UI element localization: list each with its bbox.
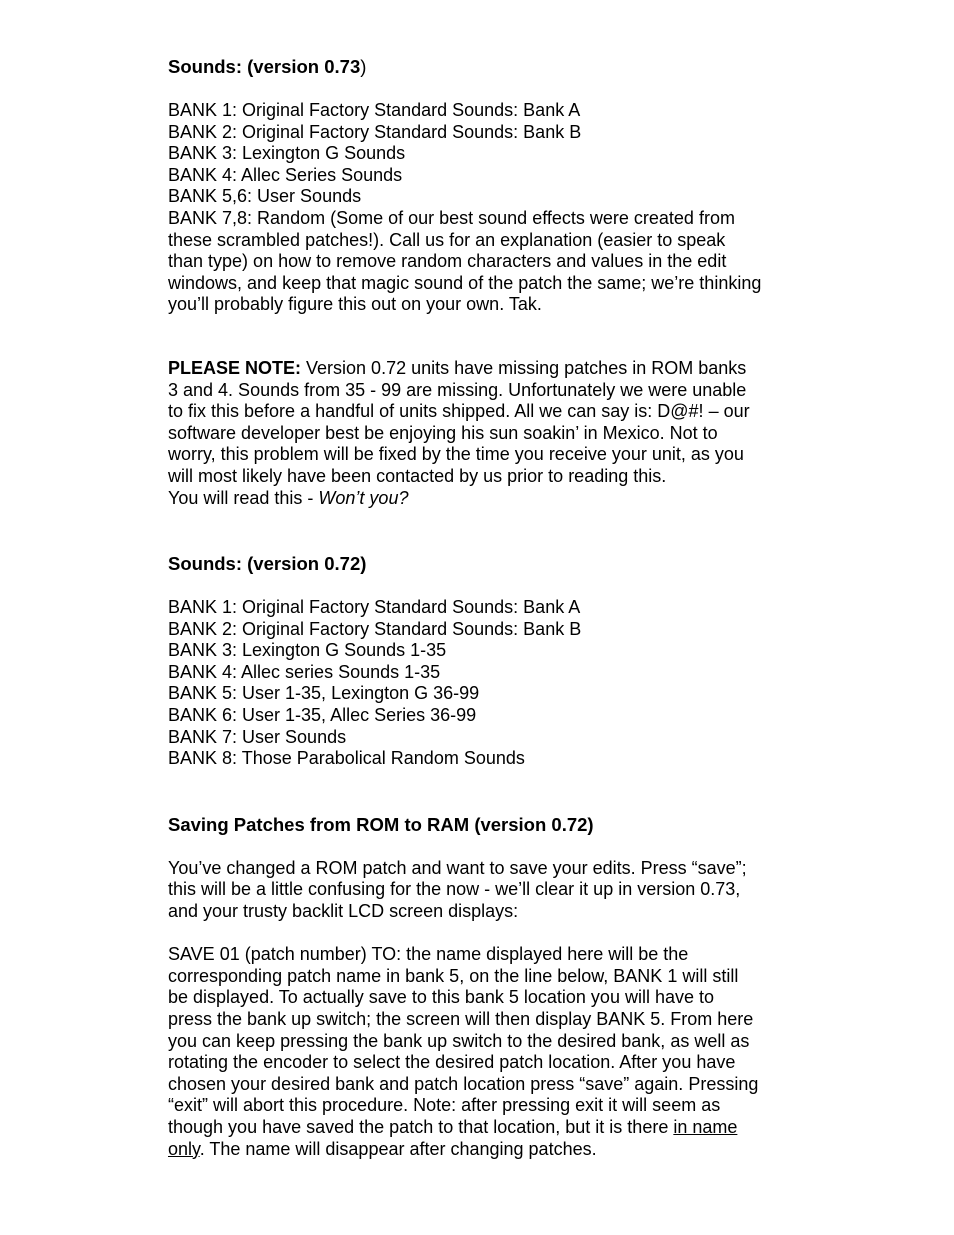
spacer: [168, 80, 798, 100]
save-line: you can keep pressing the bank up switch to the desired bank, as well as: [168, 1030, 750, 1051]
save-line-rest: . The name will disappear after changing patches.: [199, 1138, 597, 1159]
bank-line: BANK 7: User Sounds: [168, 726, 347, 747]
intro-line: You’ve changed a ROM patch and want to save your edits. Press “save”;: [168, 857, 747, 878]
saving-intro-paragraph: [168, 858, 798, 923]
bank-line: BANK 6: User 1-35, Allec Series 36-99: [168, 705, 477, 726]
please-note-paragraph: [168, 358, 798, 509]
spacer: [168, 838, 798, 858]
bank78-line: these scrambled patches!). Call us for an explanation (easier to speak: [168, 229, 726, 250]
bank-line: BANK 8: Those Parabolical Random Sounds: [168, 748, 525, 769]
note-last-line: [168, 488, 798, 510]
save-line-underlined-1: [168, 1117, 798, 1139]
spacer: [168, 316, 798, 358]
bank78-line: BANK 7,8: Random (Some of our best sound effects were created from: [168, 207, 735, 228]
bank78-line: than type) on how to remove random characters and values in the edit: [168, 251, 727, 272]
note-label: PLEASE NOTE:: [168, 357, 302, 378]
bank-line: BANK 3: Lexington G Sounds 1-35: [168, 640, 447, 661]
bank-line: BANK 2: Original Factory Standard Sounds: Bank B: [168, 121, 582, 142]
section-heading-sounds-073: [168, 54, 798, 80]
save-line: press the bank up switch; the screen will then display BANK 5. From here: [168, 1009, 754, 1029]
save-line: SAVE 01 (patch number) TO: the name displayed here will be the: [168, 944, 689, 965]
note-last-line-prefix: You will read this -: [168, 487, 319, 508]
bank-line: BANK 5: User 1-35, Lexington G 36-99: [168, 683, 480, 704]
document-page: [168, 54, 798, 1160]
bank-list-073: [168, 100, 798, 316]
note-line: will most likely have been contacted by us prior to reading this.: [168, 465, 667, 486]
spacer: [168, 509, 798, 551]
save-line: corresponding patch name in bank 5, on the line below, BANK 1 will still: [168, 965, 739, 986]
underlined-in-name: in name: [673, 1116, 738, 1137]
save-line-prefix: though you have saved the patch to that location, but it is there: [168, 1116, 674, 1137]
bank-line: BANK 5,6: User Sounds: [168, 186, 362, 207]
save-line: “exit” will abort this procedure. Note: after pressing exit it will seem as: [168, 1095, 721, 1116]
intro-line: and your trusty backlit LCD screen displays:: [168, 901, 519, 922]
note-line: worry, this problem will be fixed by the time you receive your unit, as you: [168, 444, 744, 465]
note-last-line-italic: Won’t you?: [318, 487, 409, 508]
heading-text: Sounds: (version 0.73: [168, 56, 361, 77]
bank-line: BANK 4: Allec Series Sounds: [168, 164, 403, 185]
save-line: rotating the encoder to select the desired patch location. After you have: [168, 1052, 736, 1073]
note-first-line-text: Version 0.72 units have missing patches in ROM banks: [301, 357, 747, 378]
spacer: [168, 770, 798, 812]
section-heading-saving-patches: Saving Patches from ROM to RAM (version 0.72): [168, 813, 594, 835]
save-procedure-paragraph: [168, 944, 798, 1160]
note-line: to fix this before a handful of units shipped. All we can say is: D@#! – our: [168, 401, 750, 422]
bank-line: BANK 4: Allec series Sounds 1-35: [168, 661, 441, 682]
save-line: be displayed. To actually save to this bank 5 location you will have to: [168, 987, 714, 1008]
bank78-line: windows, and keep that magic sound of the patch the same; we’re thinking: [168, 272, 762, 293]
note-first-line: [168, 358, 798, 380]
bank-line: BANK 1: Original Factory Standard Sounds: Bank A: [168, 100, 581, 120]
underlined-only: only: [168, 1138, 200, 1159]
bank-line: BANK 1: Original Factory Standard Sounds: Bank A: [168, 597, 581, 618]
save-line-underlined-2: [168, 1139, 798, 1161]
note-line: software developer best be enjoying his sun soakin’ in Mexico. Not to: [168, 422, 718, 443]
note-line: 3 and 4. Sounds from 35 - 99 are missing. Unfortunately we were unable: [168, 379, 747, 400]
spacer: [168, 923, 798, 945]
intro-line: this will be a little confusing for the now - we’ll clear it up in version 0.73,: [168, 879, 741, 900]
bank-line: BANK 2: Original Factory Standard Sounds: Bank B: [168, 618, 582, 639]
spacer: [168, 577, 798, 597]
heading-closing-paren: ): [360, 56, 367, 77]
bank78-line: you’ll probably figure this out on your own. Tak.: [168, 294, 542, 315]
section-heading-sounds-072: Sounds: (version 0.72): [168, 553, 367, 575]
save-line: chosen your desired bank and patch location press “save” again. Pressing: [168, 1073, 759, 1094]
bank-line: BANK 3: Lexington G Sounds: [168, 143, 406, 164]
bank-list-072: [168, 597, 798, 770]
